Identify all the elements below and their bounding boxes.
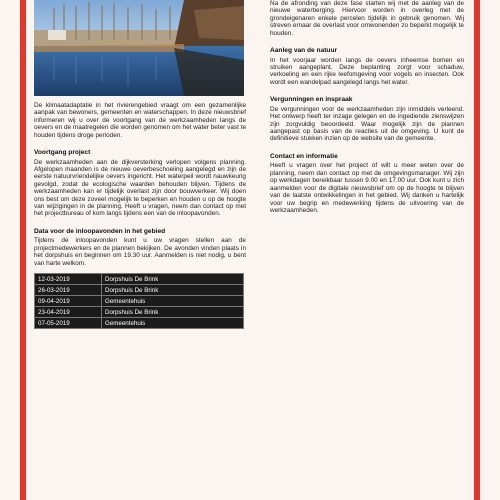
schedule-date: 23-04-2019 bbox=[35, 307, 102, 318]
section-heading-permits: Vergunningen en inspraak bbox=[270, 96, 353, 104]
schedule-date: 12-03-2019 bbox=[35, 274, 102, 285]
schedule-table bbox=[34, 273, 244, 329]
section-heading-nature: Aanleg van de natuur bbox=[270, 47, 338, 55]
schedule-date: 09-04-2019 bbox=[35, 296, 102, 307]
left-accent-bar bbox=[20, 0, 26, 500]
table-row bbox=[35, 307, 244, 318]
intro-paragraph: De klimaatadaptatie in het rivierengebied vraagt om een gezamenlijke aanpak van bewoners, gemeenten en waterschappen. In deze nieuwsbrief informeren wij u over de voortgang van de werkzaamheden langs de oevers en de maatregelen die worden genomen om het water beter vast te houden tijdens droge perioden. bbox=[34, 102, 246, 139]
right-intro-paragraph: Na de afronding van deze fase starten wij met de aanleg van de nieuwe waterberging. Hiervoor worden in overleg met de grondeigenaren enkele percelen tijdelijk in gebruik genomen. Wij streven ernaar de overlast voor omwonenden zo beperkt mogelijk te houden. bbox=[270, 0, 464, 37]
section-heading-schedule: Data voor de inloopavonden in het gebied bbox=[34, 227, 166, 235]
table-row bbox=[35, 296, 244, 307]
schedule-place: Dorpshuis De Brink bbox=[102, 274, 244, 285]
left-column bbox=[34, 0, 246, 500]
section-heading-contact: Contact en informatie bbox=[270, 152, 338, 160]
schedule-date: 07-05-2019 bbox=[35, 318, 102, 329]
schedule-place: Gemeentehuis bbox=[102, 318, 244, 329]
schedule-paragraph: Tijdens de inloopavonden kunt u uw vragen stellen aan de projectmedewerkers en de plannen bekijken. De avonden vinden plaats in het dorpshuis en beginnen om 19.30 uur. Aanmelden is niet nodig, u bent van harte welkom. bbox=[34, 237, 246, 267]
schedule-date: 26-03-2019 bbox=[35, 285, 102, 296]
landscape-photo bbox=[34, 0, 244, 96]
right-column bbox=[270, 0, 464, 500]
nature-paragraph: In het voorjaar worden langs de oevers inheemse bomen en struiken aangeplant. Deze beplanting zorgt voor schaduw, verkoeling en een rijke leefomgeving voor vogels en insecten. Ook wordt een wandelpad aangelegd langs het water. bbox=[270, 56, 464, 86]
section-heading-progress: Voortgang project bbox=[34, 149, 91, 157]
table-row bbox=[35, 285, 244, 296]
progress-paragraph: De werkzaamheden aan de dijkversterking verlopen volgens planning. Afgelopen maanden is de nieuwe oeverbeschoeiing aangelegd en zijn de eerste natuurvriendelijke oevers ingericht. Het waterpeil wordt nauwkeurig gevolgd, zodat de ecologische waarden behouden blijven. Tijdens de werkzaamheden kan er tijdelijk overlast zijn door bouwverkeer. Wij doen ons best om deze zoveel mogelijk te beperken en houden u op de hoogte van wijzigingen in de planning. Heeft u vragen, neem dan contact op met het projectbureau of kom langs tijdens een van de inloopavonden. bbox=[34, 158, 246, 218]
table-row bbox=[35, 318, 244, 329]
schedule-place: Gemeentehuis bbox=[102, 296, 244, 307]
right-accent-bar bbox=[474, 0, 480, 500]
photo-graphic bbox=[34, 0, 244, 96]
schedule-place: Dorpshuis De Brink bbox=[102, 285, 244, 296]
table-row bbox=[35, 274, 244, 285]
permits-paragraph: De vergunningen voor de werkzaamheden zijn inmiddels verleend. Het ontwerp heeft ter inzage gelegen en de ingediende zienswijzen zijn zorgvuldig beoordeeld. Waar mogelijk zijn de plannen aangepast op basis van de reacties uit de omgeving. U kunt de definitieve stukken inzien op de website van de gemeente. bbox=[270, 105, 464, 143]
schedule-place: Dorpshuis De Brink bbox=[102, 307, 244, 318]
contact-paragraph: Heeft u vragen over het project of wilt u meer weten over de planning, neem dan contact op met de omgevingsmanager. Wij zijn op werkdagen bereikbaar tussen 9.00 en 17.00 uur. Ook kunt u zich aanmelden voor de digitale nieuwsbrief om op de hoogte te blijven van de laatste ontwikkelingen in het gebied. Wij danken u hartelijk voor uw begrip en medewerking tijdens de uitvoering van de werkzaamheden. bbox=[270, 162, 464, 214]
